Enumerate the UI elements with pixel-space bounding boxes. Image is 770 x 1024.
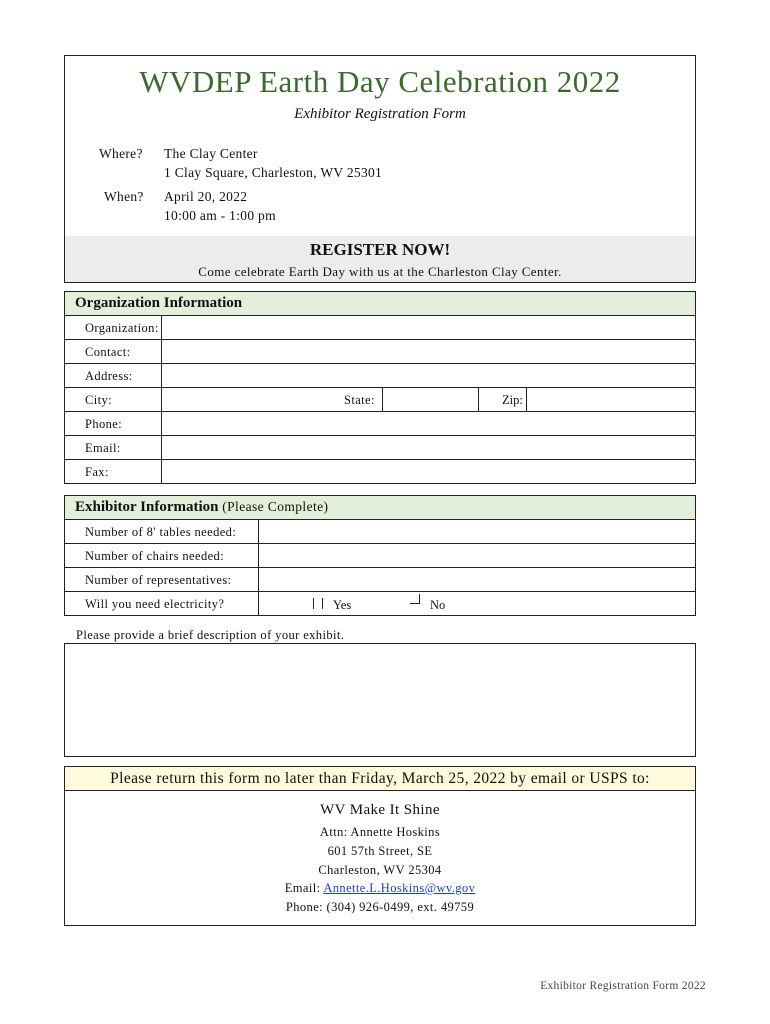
fax-row [64, 460, 696, 484]
address-label: Address: [85, 369, 133, 383]
email-field[interactable] [162, 436, 695, 459]
organization-heading: Organization Information [75, 295, 243, 311]
state-label: State: [344, 393, 375, 407]
phone-field[interactable] [162, 412, 695, 435]
organization-row [64, 316, 696, 340]
fax-label: Fax: [85, 465, 109, 479]
page-title: WVDEP Earth Day Celebration 2022 [139, 64, 621, 99]
city-field[interactable] [162, 388, 332, 411]
return-address-box [64, 790, 696, 926]
address-row [64, 364, 696, 388]
representatives-label: Number of representatives: [85, 573, 232, 587]
address-field[interactable] [162, 364, 695, 387]
description-textarea[interactable] [64, 643, 696, 757]
electricity-row [64, 592, 696, 616]
return-city: Charleston, WV 25304 [318, 863, 442, 877]
when-label: When? [104, 189, 144, 204]
tables-row [64, 520, 696, 544]
zip-label: Zip: [502, 393, 523, 407]
electricity-yes-checkbox[interactable] [313, 598, 323, 609]
organization-label: Organization: [85, 321, 159, 335]
return-org-name: WV Make It Shine [320, 802, 440, 818]
exhibitor-section-header [64, 495, 696, 520]
organization-field[interactable] [162, 316, 695, 339]
chairs-row [64, 544, 696, 568]
where-venue: The Clay Center [164, 146, 258, 161]
event-header-box [64, 55, 696, 237]
page-footer: Exhibitor Registration Form 2022 [540, 980, 706, 992]
exhibitor-heading-note: (Please Complete) [222, 499, 329, 514]
when-time: 10:00 am - 1:00 pm [164, 208, 276, 223]
exhibitor-heading-title: Exhibitor Information [75, 499, 219, 515]
electricity-no-label: No [430, 598, 446, 612]
description-prompt: Please provide a brief description of your exhibit. [76, 628, 345, 642]
return-phone: Phone: (304) 926-0499, ext. 49759 [285, 900, 475, 914]
contact-field[interactable] [162, 340, 695, 363]
electricity-no-checkbox[interactable] [410, 594, 420, 604]
chairs-label: Number of chairs needed: [85, 549, 225, 563]
contact-row [64, 340, 696, 364]
tables-field[interactable] [259, 520, 695, 543]
return-attn: Attn: Annette Hoskins [319, 825, 441, 839]
representatives-field[interactable] [259, 568, 695, 591]
return-email-label: Email: [284, 881, 321, 895]
return-street: 601 57th Street, SE [327, 844, 433, 858]
fax-field[interactable] [162, 460, 695, 483]
email-row [64, 436, 696, 460]
exhibitor-heading [75, 499, 328, 516]
state-field[interactable] [383, 388, 477, 411]
electricity-label: Will you need electricity? [85, 597, 225, 611]
zip-field[interactable] [527, 388, 695, 411]
city-label: City: [85, 393, 113, 407]
form-subtitle: Exhibitor Registration Form [294, 106, 466, 122]
return-instructions-header [64, 766, 696, 791]
chairs-field[interactable] [259, 544, 695, 567]
representatives-row [64, 568, 696, 592]
electricity-yes-label: Yes [333, 598, 352, 612]
city-state-zip-row [64, 388, 696, 412]
register-banner [64, 236, 696, 283]
register-title: REGISTER NOW! [309, 240, 451, 259]
where-label: Where? [99, 146, 143, 161]
phone-label: Phone: [85, 417, 123, 431]
where-address: 1 Clay Square, Charleston, WV 25301 [164, 165, 383, 180]
phone-row [64, 412, 696, 436]
email-label: Email: [85, 441, 121, 455]
return-email-line [65, 881, 695, 896]
organization-section-header [64, 291, 696, 316]
when-date: April 20, 2022 [164, 189, 248, 204]
return-instructions-text: Please return this form no later than Friday, March 25, 2022 by email or USPS to: [110, 770, 650, 787]
return-email-link[interactable]: Annette.L.Hoskins@wv.gov [323, 881, 476, 895]
contact-label: Contact: [85, 345, 131, 359]
register-subtitle: Come celebrate Earth Day with us at the Charleston Clay Center. [198, 264, 562, 279]
tables-label: Number of 8' tables needed: [85, 525, 237, 539]
